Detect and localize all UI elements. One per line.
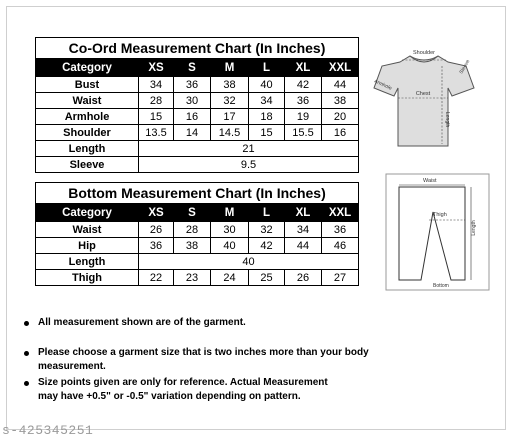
cell-value: 26 [285, 270, 322, 286]
header-size: L [249, 59, 285, 77]
row-label: Thigh [36, 270, 139, 286]
cell-value: 13.5 [139, 125, 174, 141]
table-row [36, 93, 359, 109]
row-label: Waist [36, 93, 139, 109]
watermark: s-425345251 [2, 423, 94, 438]
cell-value: 32 [249, 222, 285, 238]
cell-value: 16 [322, 125, 359, 141]
row-label: Length [36, 254, 139, 270]
table-row [36, 238, 359, 254]
note-item [24, 346, 369, 374]
row-label: Waist [36, 222, 139, 238]
thigh-label: Thigh [433, 212, 447, 218]
cell-value: 16 [174, 109, 211, 125]
cell-value: 32 [211, 93, 249, 109]
cell-value: 14.5 [211, 125, 249, 141]
cell-value: 36 [322, 222, 359, 238]
header-size: S [174, 204, 211, 222]
cell-value: 24 [211, 270, 249, 286]
cell-value: 36 [285, 93, 322, 109]
header-size: S [174, 59, 211, 77]
row-label: Shoulder [36, 125, 139, 141]
header-category: Category [36, 59, 139, 77]
cell-value: 20 [322, 109, 359, 125]
table-row [36, 222, 359, 238]
cell-value: 25 [249, 270, 285, 286]
table-row [36, 141, 359, 157]
bottom-label: Bottom [433, 283, 449, 289]
top-garment-diagram [362, 44, 486, 162]
table-row [36, 125, 359, 141]
bottom-table-title: Bottom Measurement Chart (In Inches) [36, 183, 359, 204]
cell-value: 30 [174, 93, 211, 109]
table-row [36, 157, 359, 173]
cell-value: 26 [139, 222, 174, 238]
cell-value: 42 [249, 238, 285, 254]
cell-value: 28 [174, 222, 211, 238]
row-label: Hip [36, 238, 139, 254]
header-size: M [211, 204, 249, 222]
cell-value: 40 [211, 238, 249, 254]
note-item [24, 376, 364, 404]
bullet-icon [24, 321, 29, 326]
note-text: Please choose a garment size that is two inches more than your body measurement. [38, 347, 369, 372]
armhole-label: Armhole [373, 78, 393, 92]
row-label: Armhole [36, 109, 139, 125]
cell-value: 38 [322, 93, 359, 109]
header-size: XS [139, 204, 174, 222]
header-size: XXL [322, 59, 359, 77]
cell-value: 34 [249, 93, 285, 109]
row-label: Length [36, 141, 139, 157]
note-text: All measurement shown are of the garment. [38, 317, 246, 328]
header-size: XL [285, 204, 322, 222]
row-label: Sleeve [36, 157, 139, 173]
cell-value: 38 [174, 238, 211, 254]
cell-value: 9.5 [139, 157, 359, 173]
bottom-garment-diagram [385, 168, 490, 292]
note-text: Size points given are only for reference. Actual Measurement may have +0.5" or -0.5" variation depending on pattern. [38, 377, 345, 402]
cell-value: 21 [139, 141, 359, 157]
bottom-measurement-table [35, 182, 359, 286]
cell-value: 15.5 [285, 125, 322, 141]
chest-label: Chest [415, 91, 431, 97]
cell-value: 19 [285, 109, 322, 125]
header-size: M [211, 59, 249, 77]
coord-table-title: Co-Ord Measurement Chart (In Inches) [36, 38, 359, 59]
header-size: XXL [322, 204, 359, 222]
cell-value: 44 [285, 238, 322, 254]
length-label: Length [444, 112, 450, 128]
note-item [24, 316, 364, 330]
cell-value: 36 [139, 238, 174, 254]
table-row [36, 109, 359, 125]
cell-value: 44 [322, 77, 359, 93]
length-label: Length [471, 220, 477, 236]
bullet-icon [24, 351, 29, 356]
cell-value: 23 [174, 270, 211, 286]
cell-value: 40 [249, 77, 285, 93]
coord-measurement-table [35, 37, 359, 173]
cell-value: 14 [174, 125, 211, 141]
header-size: XS [139, 59, 174, 77]
cell-value: 38 [211, 77, 249, 93]
cell-value: 46 [322, 238, 359, 254]
cell-value: 42 [285, 77, 322, 93]
cell-value: 30 [211, 222, 249, 238]
cell-value: 40 [139, 254, 359, 270]
bullet-icon [24, 381, 29, 386]
table-row [36, 77, 359, 93]
header-category: Category [36, 204, 139, 222]
header-size: L [249, 204, 285, 222]
table-row [36, 270, 359, 286]
cell-value: 17 [211, 109, 249, 125]
cell-value: 34 [285, 222, 322, 238]
sleeve-label: Sleeve [458, 58, 472, 75]
cell-value: 36 [174, 77, 211, 93]
shoulder-label: Shoulder [412, 50, 436, 56]
cell-value: 28 [139, 93, 174, 109]
cell-value: 22 [139, 270, 174, 286]
cell-value: 18 [249, 109, 285, 125]
row-label: Bust [36, 77, 139, 93]
waist-label: Waist [423, 178, 437, 184]
table-row [36, 254, 359, 270]
header-size: XL [285, 59, 322, 77]
cell-value: 34 [139, 77, 174, 93]
cell-value: 27 [322, 270, 359, 286]
cell-value: 15 [139, 109, 174, 125]
cell-value: 15 [249, 125, 285, 141]
